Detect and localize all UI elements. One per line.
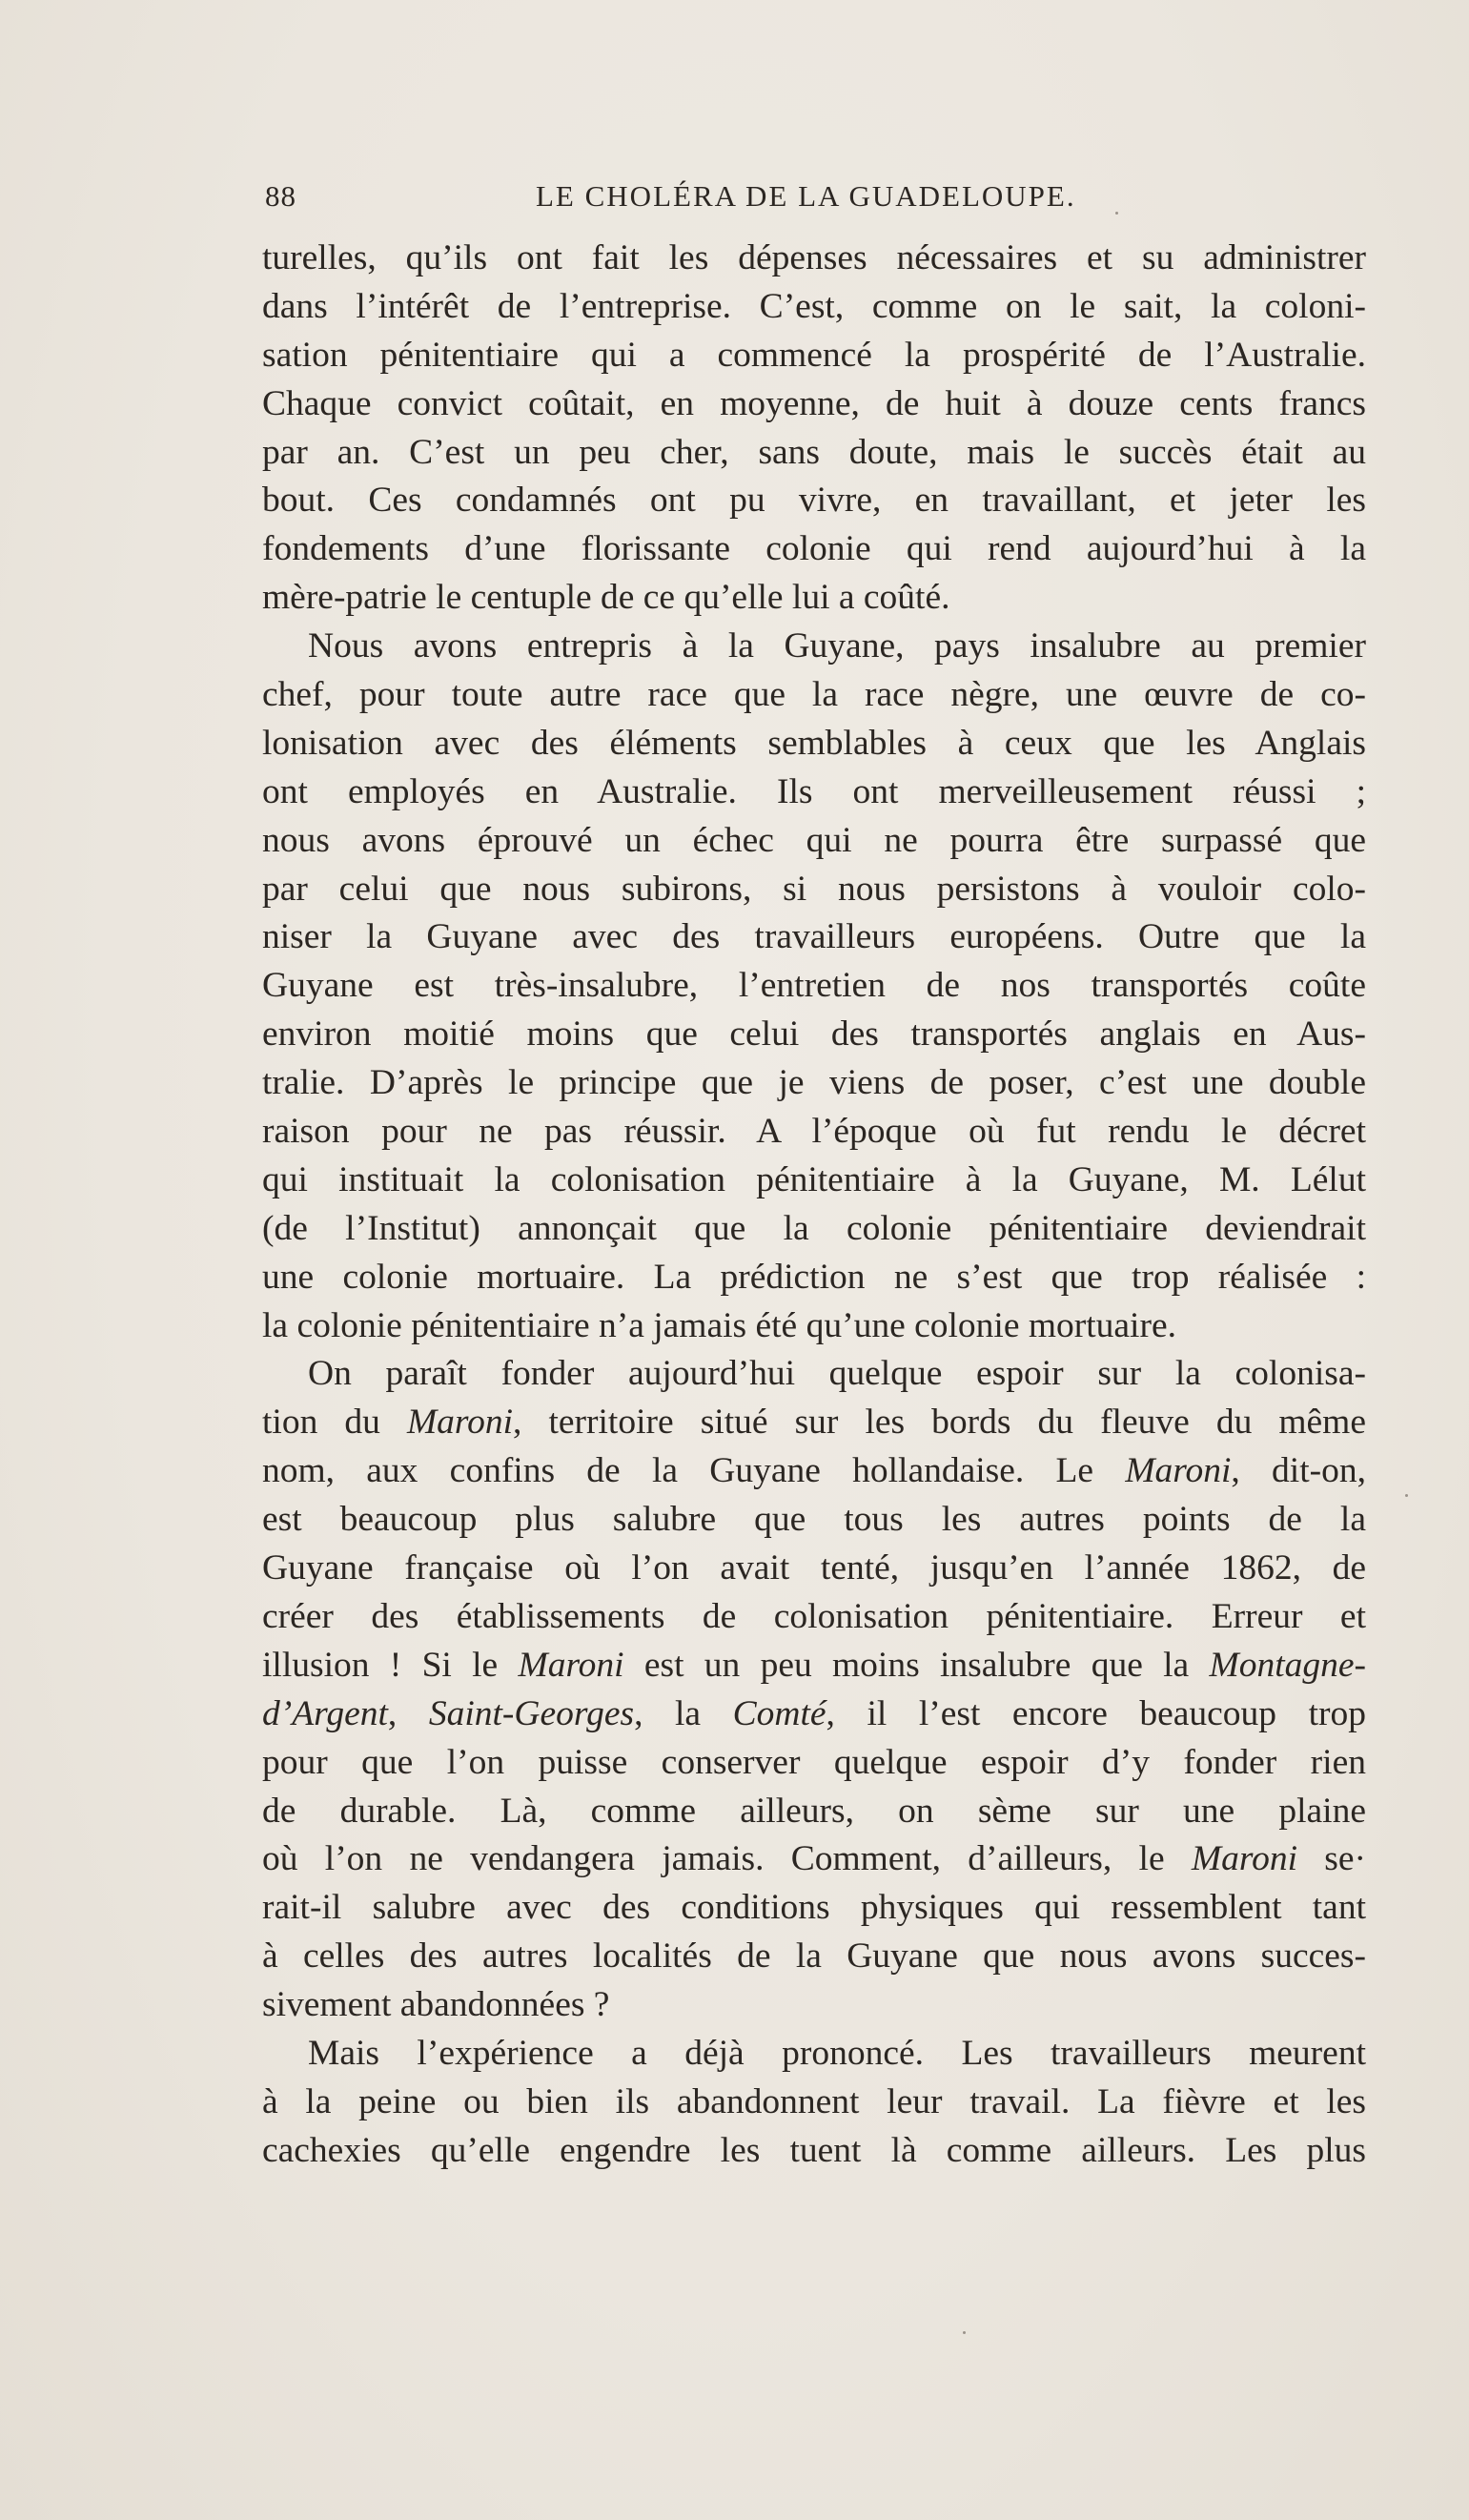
text-run: bout. Ces condamnés ont pu vivre, en travaillant, et jeter les xyxy=(262,481,1366,521)
text-line xyxy=(262,2127,1366,2176)
italic-text: Comté xyxy=(732,1693,826,1733)
text-line xyxy=(262,1545,1366,1593)
text-line xyxy=(262,1593,1366,1642)
paper-speck xyxy=(1405,1494,1408,1497)
text-run: Chaque convict coûtait, en moyenne, de huit à douze cents francs xyxy=(262,383,1366,423)
text-run: rait-il salubre avec des conditions physiques qui ressemblent tant xyxy=(262,1888,1366,1928)
text-line xyxy=(262,1933,1366,1981)
text-line xyxy=(262,1350,1366,1399)
text-line xyxy=(262,1642,1366,1690)
text-line xyxy=(262,1059,1366,1108)
text-line xyxy=(262,1981,1366,2030)
text-run: où l’on ne vendangera jamais. Comment, d’ailleurs, le xyxy=(262,1839,1192,1879)
text-run: Guyane française où l’on avait tenté, jusqu’en l’année 1862, de xyxy=(262,1548,1366,1588)
text-run: sivement abandonnées ? xyxy=(262,1985,610,2025)
text-line xyxy=(262,1254,1366,1302)
text-line xyxy=(262,720,1366,768)
italic-text: Montagne- xyxy=(1209,1645,1367,1685)
text-run: , xyxy=(387,1693,429,1733)
text-run: par celui que nous subirons, si nous persistons à vouloir colo- xyxy=(262,869,1366,909)
text-line xyxy=(262,1884,1366,1933)
text-line xyxy=(262,1788,1366,1836)
text-run: On paraît fonder aujourd’hui quelque espoir sur la colonisa- xyxy=(308,1354,1366,1394)
text-line xyxy=(262,1690,1366,1739)
text-line xyxy=(262,1157,1366,1205)
text-run: (de l’Institut) annonçait que la colonie pénitentiaire deviendrait xyxy=(262,1208,1366,1248)
text-run: cachexies qu’elle engendre les tuent là comme ailleurs. Les plus xyxy=(262,2130,1366,2170)
text-line xyxy=(262,574,1366,623)
text-run: tion du xyxy=(262,1403,407,1443)
text-line xyxy=(262,380,1366,429)
italic-text: Maroni xyxy=(406,1403,514,1443)
text-run: sation pénitentiaire qui a commencé la prospérité de l’Australie. xyxy=(262,335,1366,375)
text-run: qui instituait la colonisation pénitentiaire à la Guyane, M. Lélut xyxy=(262,1159,1366,1199)
text-line xyxy=(262,1835,1366,1884)
running-head: LE CHOLÉRA DE LA GUADELOUPE. xyxy=(536,179,1076,213)
text-line xyxy=(262,429,1366,478)
paper-speck xyxy=(1115,212,1118,215)
italic-text: Saint-Georges xyxy=(428,1693,635,1733)
text-line xyxy=(262,1399,1366,1447)
text-run: à celles des autres localités de la Guyane que nous avons succes- xyxy=(262,1936,1366,1977)
italic-text: Maroni xyxy=(1125,1451,1232,1491)
text-line xyxy=(262,1011,1366,1059)
text-run: par an. C’est un peu cher, sans doute, mais le succès était au xyxy=(262,432,1366,472)
paper-speck xyxy=(963,2331,966,2334)
text-run: lonisation avec des éléments semblables à ceux que les Anglais xyxy=(262,723,1366,763)
text-line xyxy=(262,913,1366,962)
text-run: , dit-on, xyxy=(1231,1451,1366,1491)
text-line xyxy=(262,768,1366,817)
text-run: Guyane est très-insalubre, l’entretien de nos transportés coûte xyxy=(262,966,1366,1006)
text-run: une colonie mortuaire. La prédiction ne s’est que trop réalisée : xyxy=(262,1257,1366,1297)
text-line xyxy=(262,623,1366,671)
text-run: mère-patrie le centuple de ce qu’elle lui a coûté. xyxy=(262,578,950,618)
text-line xyxy=(262,235,1366,283)
text-run: , territoire situé sur les bords du fleuve du même xyxy=(513,1403,1366,1443)
page-number: 88 xyxy=(265,179,296,213)
text-run: environ moitié moins que celui des transportés anglais en Aus- xyxy=(262,1014,1366,1055)
text-line xyxy=(262,866,1366,914)
text-run: , il l’est encore beaucoup trop xyxy=(826,1693,1366,1733)
text-line xyxy=(262,1108,1366,1157)
text-run: nous avons éprouvé un échec qui ne pourra être surpassé que xyxy=(262,820,1366,860)
text-run: de durable. Là, comme ailleurs, on sème sur une plaine xyxy=(262,1791,1366,1831)
text-run: la colonie pénitentiaire n’a jamais été qu’une colonie mortuaire. xyxy=(262,1305,1176,1345)
text-run: tralie. D’après le principe que je viens de poser, c’est une double xyxy=(262,1063,1366,1103)
text-run: fondements d’une florissante colonie qui rend aujourd’hui à la xyxy=(262,529,1366,569)
text-line xyxy=(262,283,1366,332)
italic-text: d’Argent xyxy=(262,1693,388,1733)
italic-text: Maroni xyxy=(1191,1839,1297,1879)
text-run: dans l’intérêt de l’entreprise. C’est, comme on le sait, la coloni- xyxy=(262,286,1366,326)
text-line xyxy=(262,1302,1366,1351)
text-run: niser la Guyane avec des travailleurs européens. Outre que la xyxy=(262,917,1366,957)
text-line xyxy=(262,2079,1366,2127)
italic-text: Maroni xyxy=(518,1645,624,1685)
text-line xyxy=(262,671,1366,720)
page-header xyxy=(265,179,1371,217)
text-line xyxy=(262,1739,1366,1788)
text-run: turelles, qu’ils ont fait les dépenses nécessaires et su administrer xyxy=(262,238,1366,277)
body-text xyxy=(262,235,1366,2176)
text-run: est beaucoup plus salubre que tous les autres points de la xyxy=(262,1500,1366,1540)
text-line xyxy=(262,2030,1366,2079)
text-run: chef, pour toute autre race que la race nègre, une œuvre de co- xyxy=(262,675,1366,715)
text-run: illusion ! Si le xyxy=(262,1645,519,1685)
text-run: , la xyxy=(634,1693,733,1733)
text-run: Nous avons entrepris à la Guyane, pays insalubre au premier xyxy=(308,626,1366,666)
text-run: ont employés en Australie. Ils ont merveilleusement réussi ; xyxy=(262,771,1366,811)
text-line xyxy=(262,962,1366,1011)
text-run: se· xyxy=(1297,1839,1366,1879)
text-line xyxy=(262,525,1366,574)
text-run: à la peine ou bien ils abandonnent leur travail. La fièvre et les xyxy=(262,2081,1366,2121)
text-line xyxy=(262,332,1366,380)
text-line xyxy=(262,477,1366,525)
text-run: créer des établissements de colonisation pénitentiaire. Erreur et xyxy=(262,1596,1366,1636)
text-run: Mais l’expérience a déjà prononcé. Les travailleurs meurent xyxy=(308,2033,1366,2073)
text-line xyxy=(262,1205,1366,1254)
text-line xyxy=(262,1496,1366,1545)
text-line xyxy=(262,817,1366,866)
text-line xyxy=(262,1447,1366,1496)
text-run: est un peu moins insalubre que la xyxy=(623,1645,1210,1685)
text-run: pour que l’on puisse conserver quelque espoir d’y fonder rien xyxy=(262,1742,1366,1782)
text-run: raison pour ne pas réussir. A l’époque où fut rendu le décret xyxy=(262,1112,1366,1152)
text-run: nom, aux confins de la Guyane hollandaise. Le xyxy=(262,1451,1126,1491)
